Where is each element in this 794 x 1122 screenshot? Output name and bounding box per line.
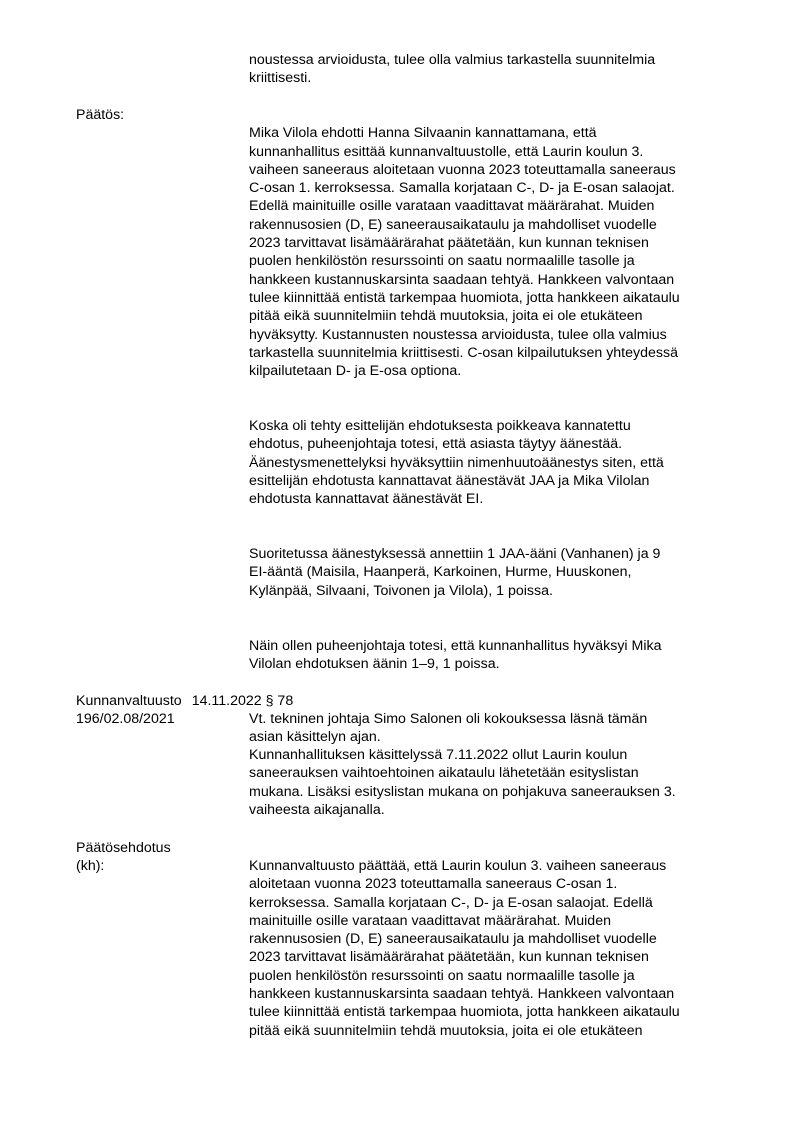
decision-paragraph: Vt. tekninen johtaja Simo Salonen oli kokouksessa läsnä tämän asian käsittelyn ajan. bbox=[249, 710, 648, 746]
meeting-header bbox=[76, 692, 293, 710]
proposal-label: Päätösehdotus bbox=[76, 840, 171, 856]
decision-paragraph: Mika Vilola ehdotti Hanna Silvaanin kannattamana, että kunnanhallitus esittää kunnanvaltuustolle, että Laurin koulun 3. vaiheen saneeraus aloitetaan vuonna 2023 toteuttamalla saneeraus C-osan 1. kerroksessa. Samalla korjataan C-, D- ja E-osan salaojat. Edellä mainituille osille varataan vaadittavat määrärahat. Muiden rakennusosien (D, E) saneerausaikataulu ja mahdolliset vuodelle 2023 tarvittavat lisämäärärahat päätetään, kun kunnan teknisen puolen henkilöstön resurssointi on saatu normaalille tasolle ja hankkeen kustannuskarsinta saadaan tehtyä. Hankkeen valvontaan tulee kiinnittää entistä tarkempaa huomiota, jotta hankkeen aikataulu pitää eikä suunnitelmiin tehdä muutoksia, joita ei ole etukäteen hyväksytty. Kustannusten noustessa arvioidusta, tulee olla valmius tarkastella suunnitelmia kriittisesti. C-osan kilpailutuksen yhteydessä kilpailutetaan D- ja E-osa optiona. bbox=[249, 125, 680, 380]
decision-paragraph: Suoritetussa äänestyksessä annettiin 1 JAA-ääni (Vanhanen) ja 9 EI-ääntä (Maisila, Haanperä, Karkoinen, Hurme, Huuskonen, Kylänpää, Silvaani, Toivonen ja Vilola), 1 poissa. bbox=[249, 546, 661, 599]
meeting-date-section: 14.11.2022 § 78 bbox=[191, 693, 294, 709]
proposal-label-sub: (kh): bbox=[76, 858, 105, 874]
council-intro-text: Kunnanhallituksen käsittelyssä 7.11.2022 ollut Laurin koulun saneerauksen vaihtoehtoinen aikataulu lähetetään esityslistan mukana. Lisäksi esityslistan mukana on pohjakuva saneerauksen 3. vaiheesta aikajanalla. bbox=[249, 747, 676, 818]
decision-paragraph: Näin ollen puheenjohtaja totesi, että kunnanhallitus hyväksyi Mika Vilolan ehdotuksen äänin 1–9, 1 poissa. bbox=[249, 637, 662, 672]
proposal-text: Kunnanvaltuusto päättää, että Laurin koulun 3. vaiheen saneeraus aloitetaan vuonna 2023 toteuttamalla saneeraus C-osan 1. kerroksessa. Samalla korjataan C-, D- ja E-osan salaojat. Edellä mainituille osille varataan vaadittavat määrärahat. Muiden rakennusosien (D, E) saneerausaikataulu ja mahdolliset vuodelle 2023 tarvittavat lisämäärärahat päätetään, kun kunnan teknisen puolen henkilöstön resurssointi on saatu normaalille tasolle ja hankkeen kustannuskarsinta saadaan tehtyä. Hankkeen valvontaan tulee kiinnittää entistä tarkempaa huomiota, jotta hankkeen aikataulu pitää eikä suunnitelmiin tehdä muutoksia, joita ei ole etukäteen bbox=[249, 858, 680, 1039]
meeting-body: Kunnanvaltuusto bbox=[76, 693, 182, 709]
case-number: 196/02.08/2021 bbox=[76, 711, 175, 727]
intro-text: noustessa arvioidusta, tulee olla valmius tarkastella suunnitelmia kriittisesti. bbox=[249, 52, 656, 87]
decision-paragraph: Koska oli tehty esittelijän ehdotuksesta poikkeava kannatettu ehdotus, puheenjohtaja totesi, että asiasta täytyy äänestää. Äänestysmenettelyksi hyväksyttiin nimenhuutoäänestys siten, että esittelijän ehdotusta kannattavat äänestävät JAA ja Mika Vilolan ehdotusta kannattavat äänestävät EI. bbox=[249, 418, 664, 508]
decision-label: Päätös: bbox=[76, 107, 125, 123]
decision-body bbox=[249, 106, 741, 765]
